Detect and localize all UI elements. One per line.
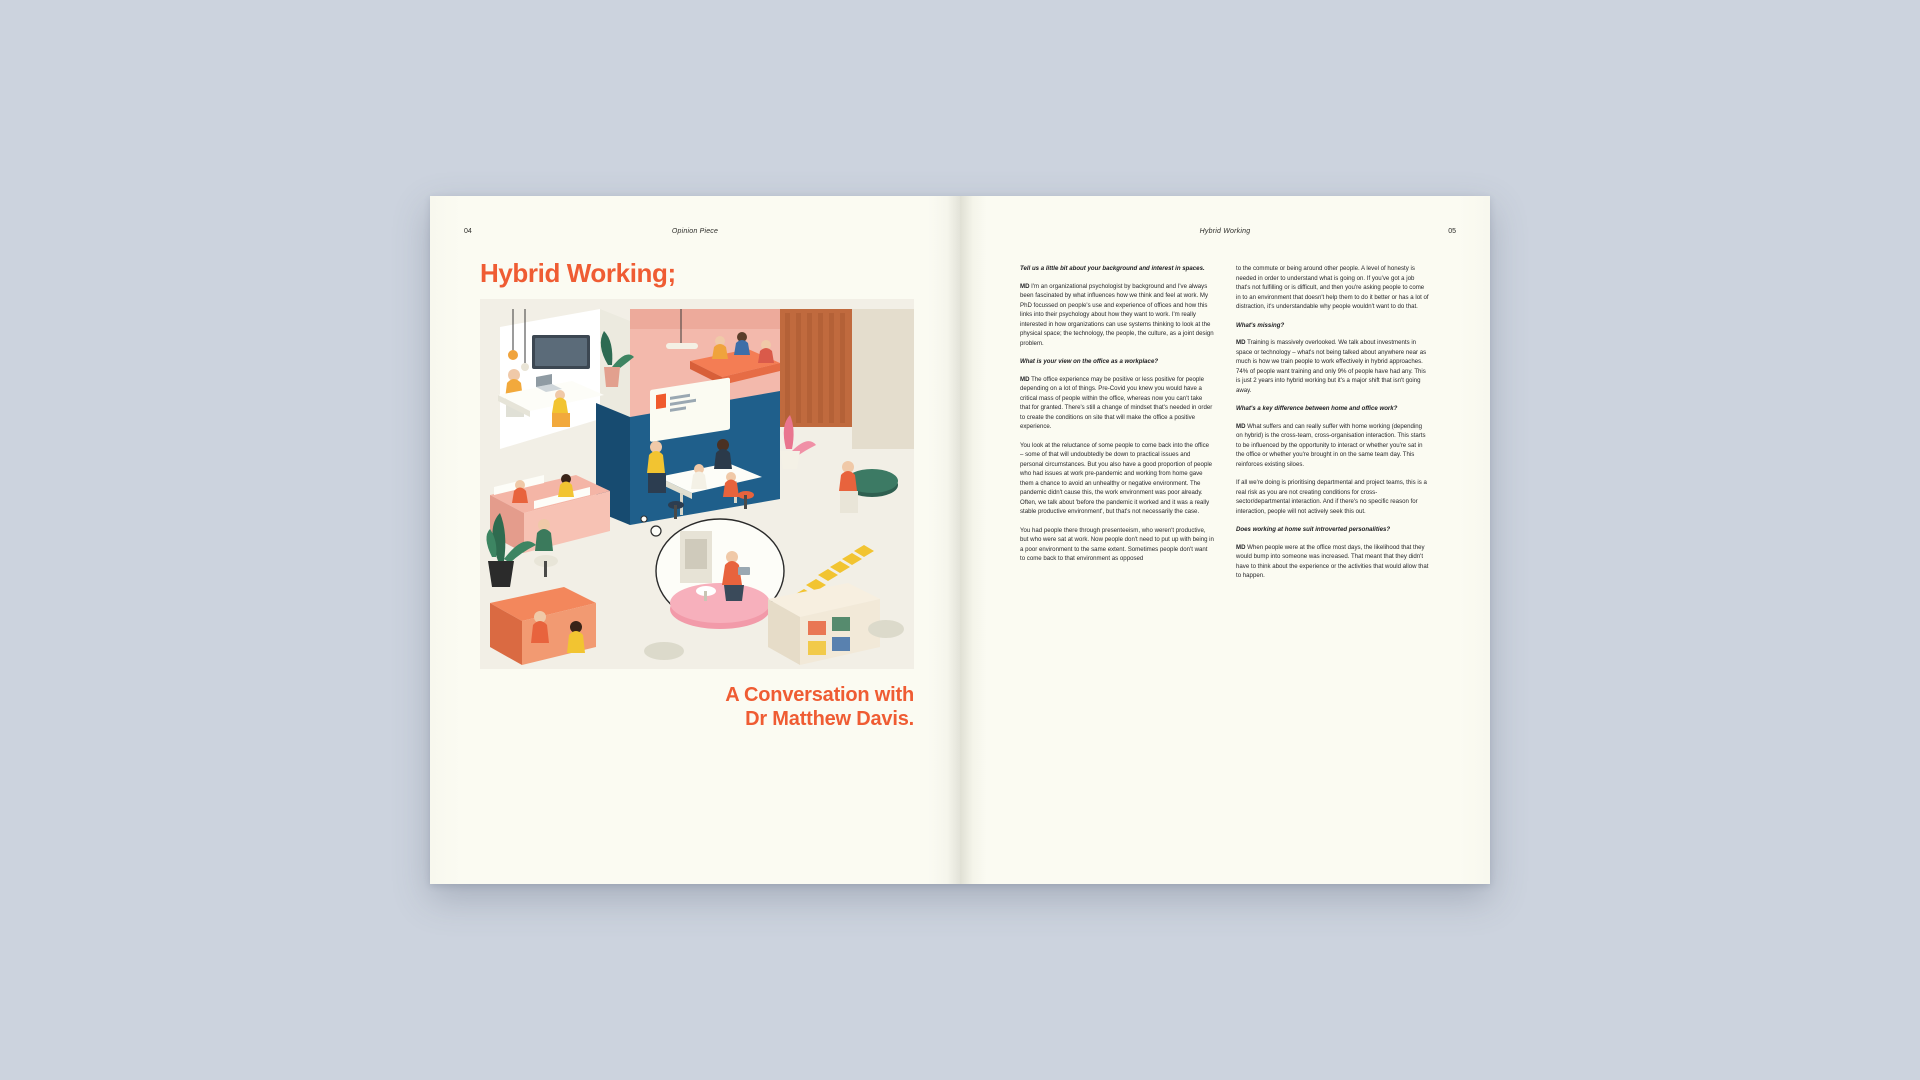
isometric-hybrid-office-illustration bbox=[480, 299, 914, 669]
article-columns bbox=[1020, 264, 1430, 590]
article-column-right bbox=[1236, 264, 1430, 590]
interview-question: What's a key difference between home and office work? bbox=[1236, 405, 1398, 412]
article-column-left bbox=[1020, 264, 1214, 590]
interview-question: Tell us a little bit about your background and interest in spaces. bbox=[1020, 265, 1205, 272]
left-page-running-head: Opinion Piece bbox=[671, 228, 719, 235]
article-subtitle-line2: Dr Matthew Davis. bbox=[745, 708, 914, 730]
body-paragraph: to the commute or being around other people. A level of honesty is needed in order to understand what is going on. If you've got a job that's not fulfilling or is difficult, and then you're asking people to come in to an environment that doesn't help them to do it better or has a lot of distraction, it's understandable why people wouldn't want to do that. bbox=[1236, 265, 1429, 310]
magazine-spread bbox=[430, 196, 1490, 884]
left-page-folio: 04 bbox=[464, 228, 472, 235]
article-subtitle bbox=[574, 683, 914, 731]
left-page bbox=[430, 196, 960, 884]
speaker-initials: MD bbox=[1236, 339, 1246, 346]
page-title: Hybrid Working; bbox=[480, 258, 676, 288]
interview-answer: MD What suffers and can really suffer with home working (depending on hybrid) is the cross-team, cross-organisation interaction. This starts to be influenced by the opportunity to interact or whether you're sat in the office or whether you're brought in on the same team day. This reinforces existing siloes. bbox=[1236, 422, 1426, 468]
body-paragraph: If all we're doing is prioritising departmental and project teams, this is a real risk as you are not creating conditions for cross-sector/departmental interaction. And if there's no specific reason for interaction, people will not actively seek this out. bbox=[1236, 479, 1427, 515]
right-page-running-head: Hybrid Working bbox=[1199, 228, 1251, 235]
speaker-initials: MD bbox=[1236, 543, 1246, 551]
interview-question: What is your view on the office as a workplace? bbox=[1020, 358, 1159, 365]
body-paragraph: You look at the reluctance of some people to come back into the office – some of that will undoubtedly be down to practical issues and personal circumstances. But you also have a good proportion of people who had issues at work pre-pandemic and working from home gave them a chance to avoid an unhealthy or negative environment. The pandemic didn't cause this, the work environment was poor already. Often, we talk about 'before the pandemic it worked and it was a really stable productive environment', but that's not necessarily the case. bbox=[1020, 441, 1213, 515]
interview-answer: MD Training is massively overlooked. We talk about investments in space or technology – what's not being talked about anywhere near as much is how we train people to work effectively in hybrid approaches. 74% of people want training and only 9% of people have had any. This is just 2 years into hybrid working but it's a major shift that isn't going away. bbox=[1236, 339, 1427, 394]
interview-answer: MD When people were at the office most days, the likelihood that they would bump into someone was increased. That meant that they didn't have to think about the experience or the activities that would allow that to happen. bbox=[1236, 543, 1429, 579]
speaker-initials: MD bbox=[1020, 375, 1030, 383]
body-paragraph: You had people there through presenteeism, who weren't productive, but who were sat at work. Now people don't need to put up with being in a poor environment to the same extent. Sometimes people don't want to come back to that environment as opposed bbox=[1020, 526, 1214, 562]
right-page bbox=[960, 196, 1490, 884]
interview-question: Does working at home suit introverted personalities? bbox=[1236, 526, 1391, 533]
interview-question: What's missing? bbox=[1236, 321, 1285, 329]
interview-answer: MD I'm an organizational psychologist by background and I've always been fascinated by what influences how we think and feel at work. My PhD focussed on people's use and experience of offices and how this links into their psychology about how they want to work. I'm really interested in how organizations can use systems thinking to look at the physical space; the technology, the people, the culture, as a joint design problem. bbox=[1020, 282, 1214, 347]
speaker-initials: MD bbox=[1020, 282, 1030, 290]
right-page-folio: 05 bbox=[1448, 228, 1456, 235]
interview-answer: MD The office experience may be positive or less positive for people depending on a lot of things. Pre-Covid you knew you would have a critical mass of people within the office, whereas now you can't take that for granted. There's still a change of mindset that's needed in order to create the conditions on site that will make the office a positive experience. bbox=[1020, 375, 1213, 430]
speaker-initials: MD bbox=[1236, 422, 1246, 430]
article-subtitle-line1: A Conversation with bbox=[725, 684, 914, 706]
